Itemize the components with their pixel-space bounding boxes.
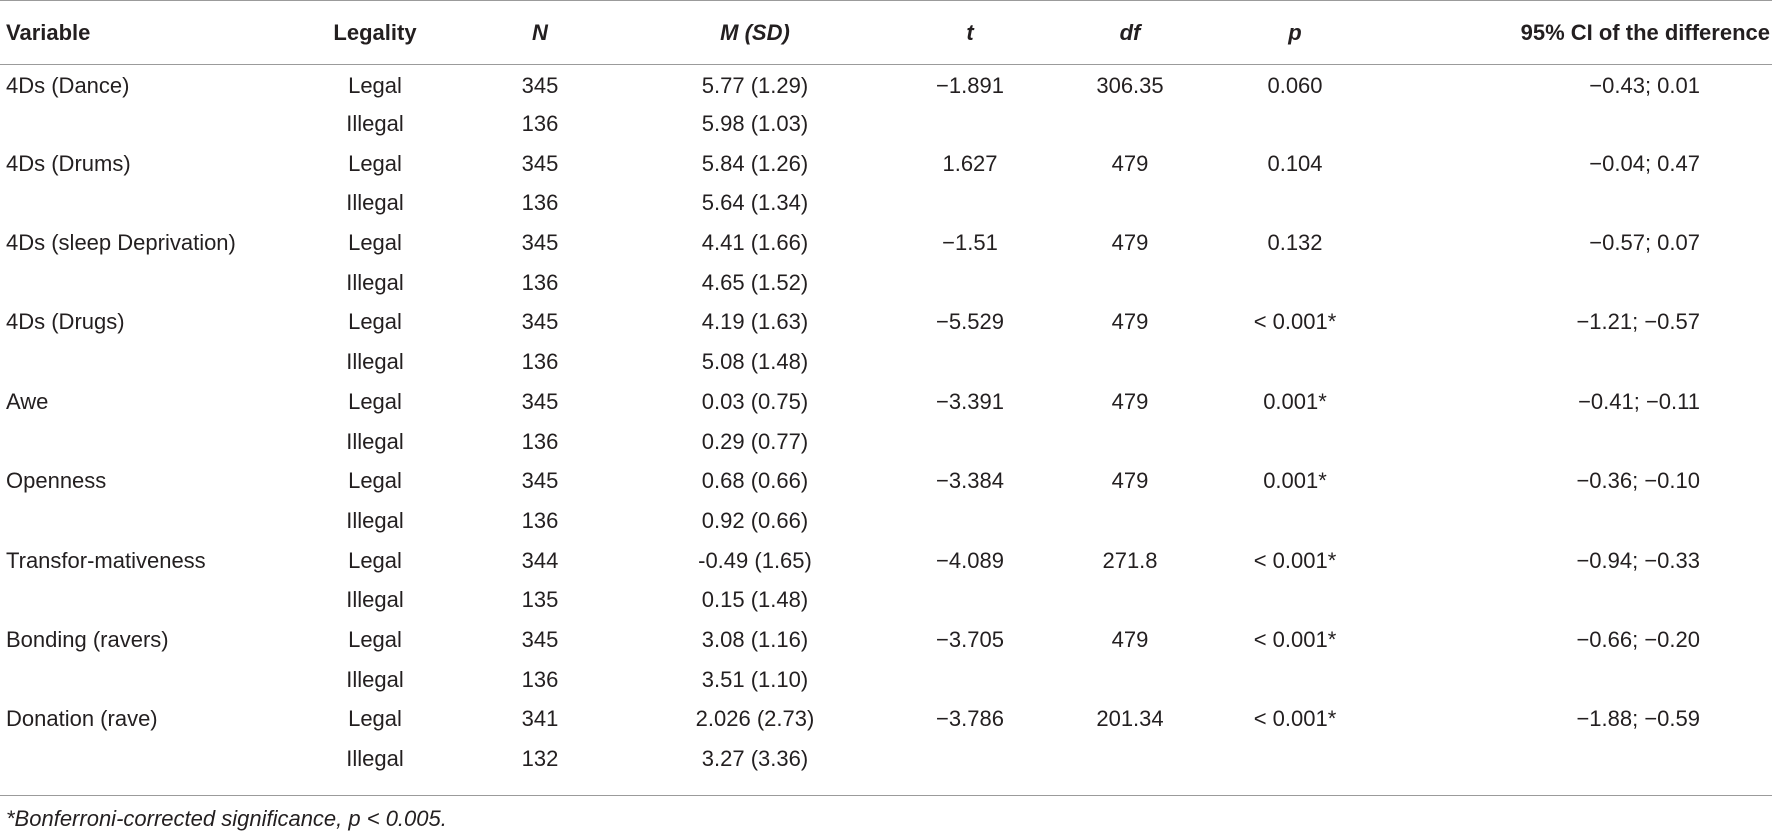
cell-ci: −0.41; −0.11 [1578, 388, 1700, 414]
cell-legality: Illegal [346, 111, 404, 137]
cell-p [1210, 580, 1380, 620]
table-row [0, 342, 1772, 382]
cell-n: 135 [521, 587, 559, 613]
cell-m-sd: 0.92 (0.66) [701, 507, 809, 533]
cell-variable: 4Ds (Drums) [6, 150, 131, 176]
cell-m-sd: 3.08 (1.16) [701, 626, 809, 652]
cell-m-sd: 5.08 (1.48) [701, 349, 809, 375]
cell-legality: Legal [348, 309, 402, 335]
cell-ci [1380, 580, 1772, 620]
header-n: N [460, 1, 620, 65]
cell-df [1050, 501, 1210, 541]
cell-df [1050, 660, 1210, 700]
cell-variable [0, 501, 290, 541]
table-header-row [0, 1, 1772, 65]
cell-variable: 4Ds (sleep Deprivation) [6, 230, 236, 256]
cell-variable: Openness [6, 468, 107, 494]
cell-p: 0.060 [1267, 72, 1323, 98]
cell-n: 136 [521, 190, 559, 216]
cell-df [1050, 580, 1210, 620]
cell-ci [1380, 422, 1772, 462]
cell-m-sd: -0.49 (1.65) [698, 547, 812, 573]
table-row [0, 739, 1772, 779]
cell-variable: Donation (rave) [6, 706, 158, 732]
cell-t: −1.891 [936, 72, 1004, 98]
cell-legality: Illegal [346, 507, 404, 533]
cell-legality: Legal [348, 150, 402, 176]
cell-t: −5.529 [936, 309, 1004, 335]
header-df: df [1050, 1, 1210, 65]
cell-legality: Legal [348, 388, 402, 414]
cell-legality: Legal [348, 547, 402, 573]
cell-n: 345 [521, 150, 559, 176]
cell-n: 136 [521, 507, 559, 533]
cell-df: 479 [1111, 468, 1149, 494]
cell-n: 345 [521, 230, 559, 256]
cell-legality: Illegal [346, 190, 404, 216]
cell-m-sd: 4.65 (1.52) [701, 269, 809, 295]
cell-t [890, 342, 1050, 382]
cell-t: 1.627 [942, 150, 998, 176]
cell-n: 345 [521, 626, 559, 652]
table-body [0, 65, 1772, 779]
cell-ci [1380, 739, 1772, 779]
cell-legality: Illegal [346, 746, 404, 772]
cell-df: 306.35 [1096, 72, 1164, 98]
cell-p [1210, 342, 1380, 382]
cell-t [890, 501, 1050, 541]
cell-legality: Illegal [346, 349, 404, 375]
cell-p [1210, 184, 1380, 224]
cell-ci: −0.94; −0.33 [1576, 547, 1700, 573]
cell-ci: −1.88; −0.59 [1576, 706, 1700, 732]
cell-t: −3.384 [936, 468, 1004, 494]
cell-n: 341 [521, 706, 559, 732]
cell-variable: Transfor-mativeness [6, 547, 206, 573]
cell-ci: −0.57; 0.07 [1589, 230, 1700, 256]
cell-ci: −0.43; 0.01 [1589, 72, 1700, 98]
cell-df [1050, 263, 1210, 303]
cell-df: 479 [1111, 150, 1149, 176]
cell-variable: Awe [6, 388, 49, 414]
cell-p: < 0.001* [1253, 547, 1337, 573]
header-ci: 95% CI of the difference [1380, 1, 1772, 65]
cell-n: 345 [521, 72, 559, 98]
cell-ci [1380, 263, 1772, 303]
cell-m-sd: 5.77 (1.29) [701, 72, 809, 98]
cell-df [1050, 739, 1210, 779]
cell-df: 479 [1111, 388, 1149, 414]
cell-variable [0, 422, 290, 462]
cell-n: 136 [521, 428, 559, 454]
table-row [0, 144, 1772, 184]
cell-p [1210, 739, 1380, 779]
cell-m-sd: 0.68 (0.66) [701, 468, 809, 494]
table-row [0, 620, 1772, 660]
cell-ci [1380, 501, 1772, 541]
cell-t: −1.51 [942, 230, 998, 256]
cell-t [890, 184, 1050, 224]
cell-m-sd: 2.026 (2.73) [695, 706, 815, 732]
cell-t [890, 263, 1050, 303]
cell-m-sd: 3.27 (3.36) [701, 746, 809, 772]
cell-legality: Illegal [346, 269, 404, 295]
cell-df: 479 [1111, 230, 1149, 256]
cell-ci [1380, 184, 1772, 224]
cell-variable: 4Ds (Dance) [6, 72, 130, 98]
cell-variable [0, 580, 290, 620]
table-row [0, 422, 1772, 462]
cell-p: < 0.001* [1253, 706, 1337, 732]
table-row [0, 580, 1772, 620]
table-row [0, 223, 1772, 263]
cell-df [1050, 342, 1210, 382]
table-footnote: *Bonferroni-corrected significance, p < 0.005. [6, 806, 447, 831]
table-row [0, 501, 1772, 541]
cell-variable [0, 104, 290, 144]
cell-t: −4.089 [936, 547, 1004, 573]
cell-df: 201.34 [1096, 706, 1164, 732]
cell-df [1050, 422, 1210, 462]
cell-variable: Bonding (ravers) [6, 626, 169, 652]
cell-t [890, 422, 1050, 462]
table-row [0, 541, 1772, 581]
header-t: t [890, 1, 1050, 65]
cell-ci: −0.66; −0.20 [1576, 626, 1700, 652]
cell-m-sd: 0.03 (0.75) [701, 388, 809, 414]
cell-t [890, 660, 1050, 700]
cell-df: 271.8 [1102, 547, 1158, 573]
cell-variable: 4Ds (Drugs) [6, 309, 125, 335]
table-row [0, 700, 1772, 740]
cell-p [1210, 660, 1380, 700]
table-row [0, 303, 1772, 343]
cell-variable [0, 342, 290, 382]
cell-t [890, 104, 1050, 144]
cell-variable [0, 660, 290, 700]
cell-ci: −0.36; −0.10 [1576, 468, 1700, 494]
cell-m-sd: 4.41 (1.66) [701, 230, 809, 256]
table-row [0, 660, 1772, 700]
table-row [0, 184, 1772, 224]
header-p: p [1210, 1, 1380, 65]
cell-n: 136 [521, 666, 559, 692]
cell-legality: Illegal [346, 666, 404, 692]
cell-t: −3.705 [936, 626, 1004, 652]
cell-ci: −0.04; 0.47 [1589, 150, 1700, 176]
table-row [0, 461, 1772, 501]
cell-m-sd: 0.15 (1.48) [701, 587, 809, 613]
cell-m-sd: 0.29 (0.77) [701, 428, 809, 454]
table-row [0, 263, 1772, 303]
cell-n: 132 [521, 746, 559, 772]
cell-legality: Legal [348, 468, 402, 494]
cell-legality: Legal [348, 626, 402, 652]
cell-legality: Legal [348, 72, 402, 98]
cell-p: 0.001* [1263, 388, 1327, 414]
cell-t [890, 739, 1050, 779]
cell-legality: Legal [348, 230, 402, 256]
cell-p [1210, 104, 1380, 144]
table-row [0, 382, 1772, 422]
cell-p [1210, 422, 1380, 462]
cell-variable [0, 739, 290, 779]
cell-p: < 0.001* [1253, 626, 1337, 652]
cell-ci [1380, 104, 1772, 144]
cell-t [890, 580, 1050, 620]
cell-n: 345 [521, 388, 559, 414]
cell-n: 345 [521, 468, 559, 494]
cell-p: 0.132 [1267, 230, 1323, 256]
cell-variable [0, 184, 290, 224]
cell-t: −3.786 [936, 706, 1004, 732]
cell-legality: Illegal [346, 428, 404, 454]
cell-p: 0.104 [1267, 150, 1323, 176]
cell-n: 136 [521, 349, 559, 375]
cell-variable [0, 263, 290, 303]
cell-n: 344 [521, 547, 559, 573]
cell-n: 136 [521, 111, 559, 137]
cell-n: 345 [521, 309, 559, 335]
cell-df [1050, 104, 1210, 144]
cell-m-sd: 5.64 (1.34) [701, 190, 809, 216]
cell-df: 479 [1111, 626, 1149, 652]
table-row [0, 104, 1772, 144]
cell-m-sd: 4.19 (1.63) [701, 309, 809, 335]
cell-m-sd: 3.51 (1.10) [701, 666, 809, 692]
cell-p: < 0.001* [1253, 309, 1337, 335]
table-row [0, 65, 1772, 105]
table-bottom-rule [0, 795, 1772, 796]
cell-ci [1380, 342, 1772, 382]
cell-p: 0.001* [1263, 468, 1327, 494]
cell-m-sd: 5.98 (1.03) [701, 111, 809, 137]
cell-legality: Legal [348, 706, 402, 732]
cell-p [1210, 501, 1380, 541]
header-variable: Variable [0, 1, 290, 65]
cell-ci [1380, 660, 1772, 700]
cell-df: 479 [1111, 309, 1149, 335]
cell-ci: −1.21; −0.57 [1576, 309, 1700, 335]
cell-m-sd: 5.84 (1.26) [701, 150, 809, 176]
header-legality: Legality [290, 1, 460, 65]
cell-t: −3.391 [936, 388, 1004, 414]
cell-df [1050, 184, 1210, 224]
header-m-sd: M (SD) [620, 1, 890, 65]
cell-legality: Illegal [346, 587, 404, 613]
cell-p [1210, 263, 1380, 303]
cell-n: 136 [521, 269, 559, 295]
